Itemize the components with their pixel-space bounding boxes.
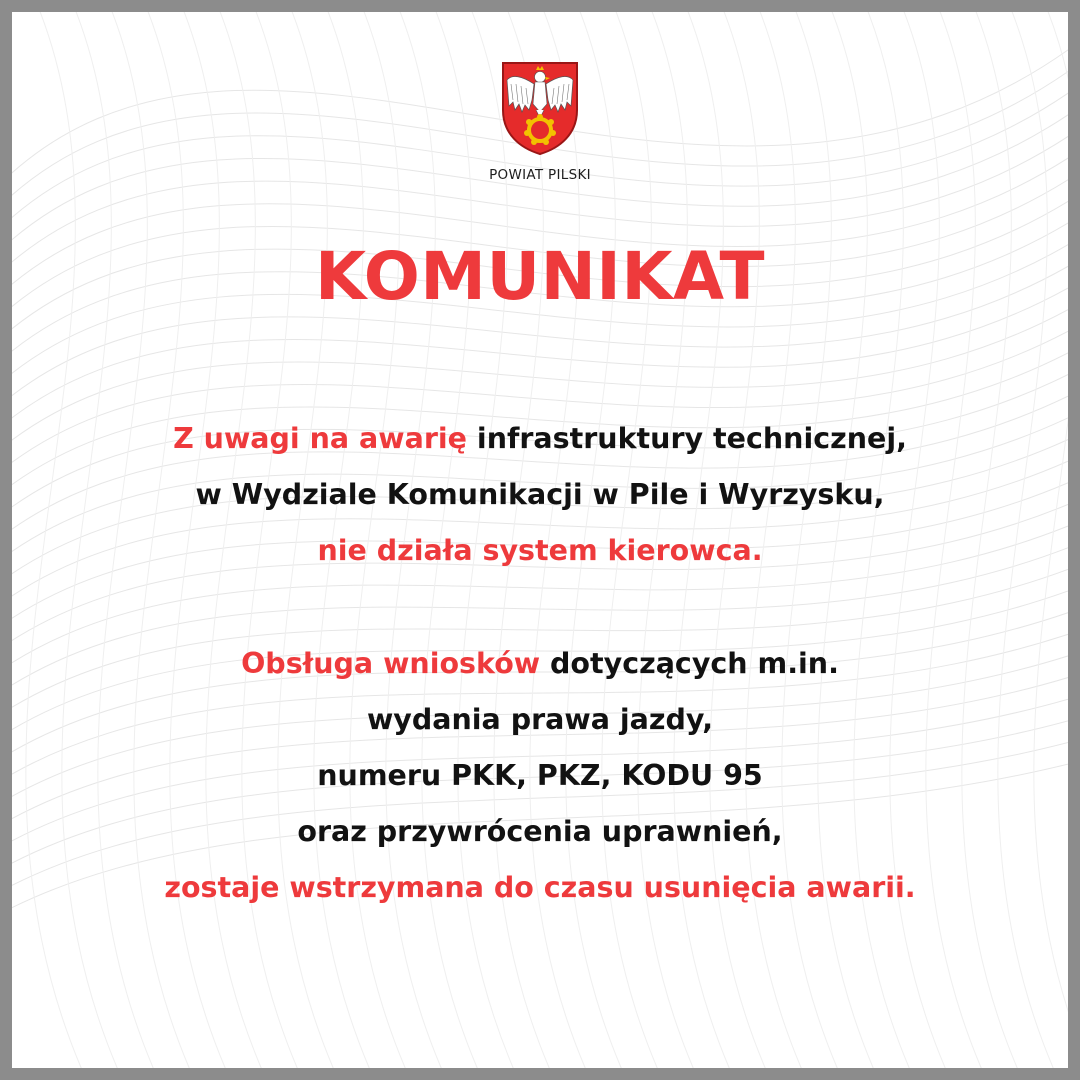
notice-paragraph-1: [12, 411, 1068, 579]
page-title: KOMUNIKAT: [315, 238, 765, 315]
highlight-text: Obsługa wniosków: [241, 647, 541, 680]
notice-paragraph-2: [12, 636, 1068, 916]
notice-line: [12, 636, 1068, 692]
announcement-content: [12, 12, 1068, 1068]
highlight-text: Z uwagi na awarię: [173, 422, 467, 455]
notice-line: w Wydziale Komunikacji w Pile i Wyrzysku,: [195, 478, 885, 511]
body-text: infrastruktury technicznej,: [467, 422, 907, 455]
announcement-card: [12, 12, 1068, 1068]
notice-line: [12, 411, 1068, 467]
coat-of-arms-icon: [500, 60, 580, 156]
notice-line: numeru PKK, PKZ, KODU 95: [317, 759, 763, 792]
highlight-line: zostaje wstrzymana do czasu usunięcia awarii.: [164, 871, 916, 904]
highlight-line: nie działa system kierowca.: [317, 534, 763, 567]
notice-line: wydania prawa jazdy,: [366, 703, 714, 736]
crest-caption: POWIAT PILSKI: [489, 167, 591, 183]
body-text: dotyczących m.in.: [540, 647, 839, 680]
notice-line: oraz przywrócenia uprawnień,: [297, 815, 783, 848]
